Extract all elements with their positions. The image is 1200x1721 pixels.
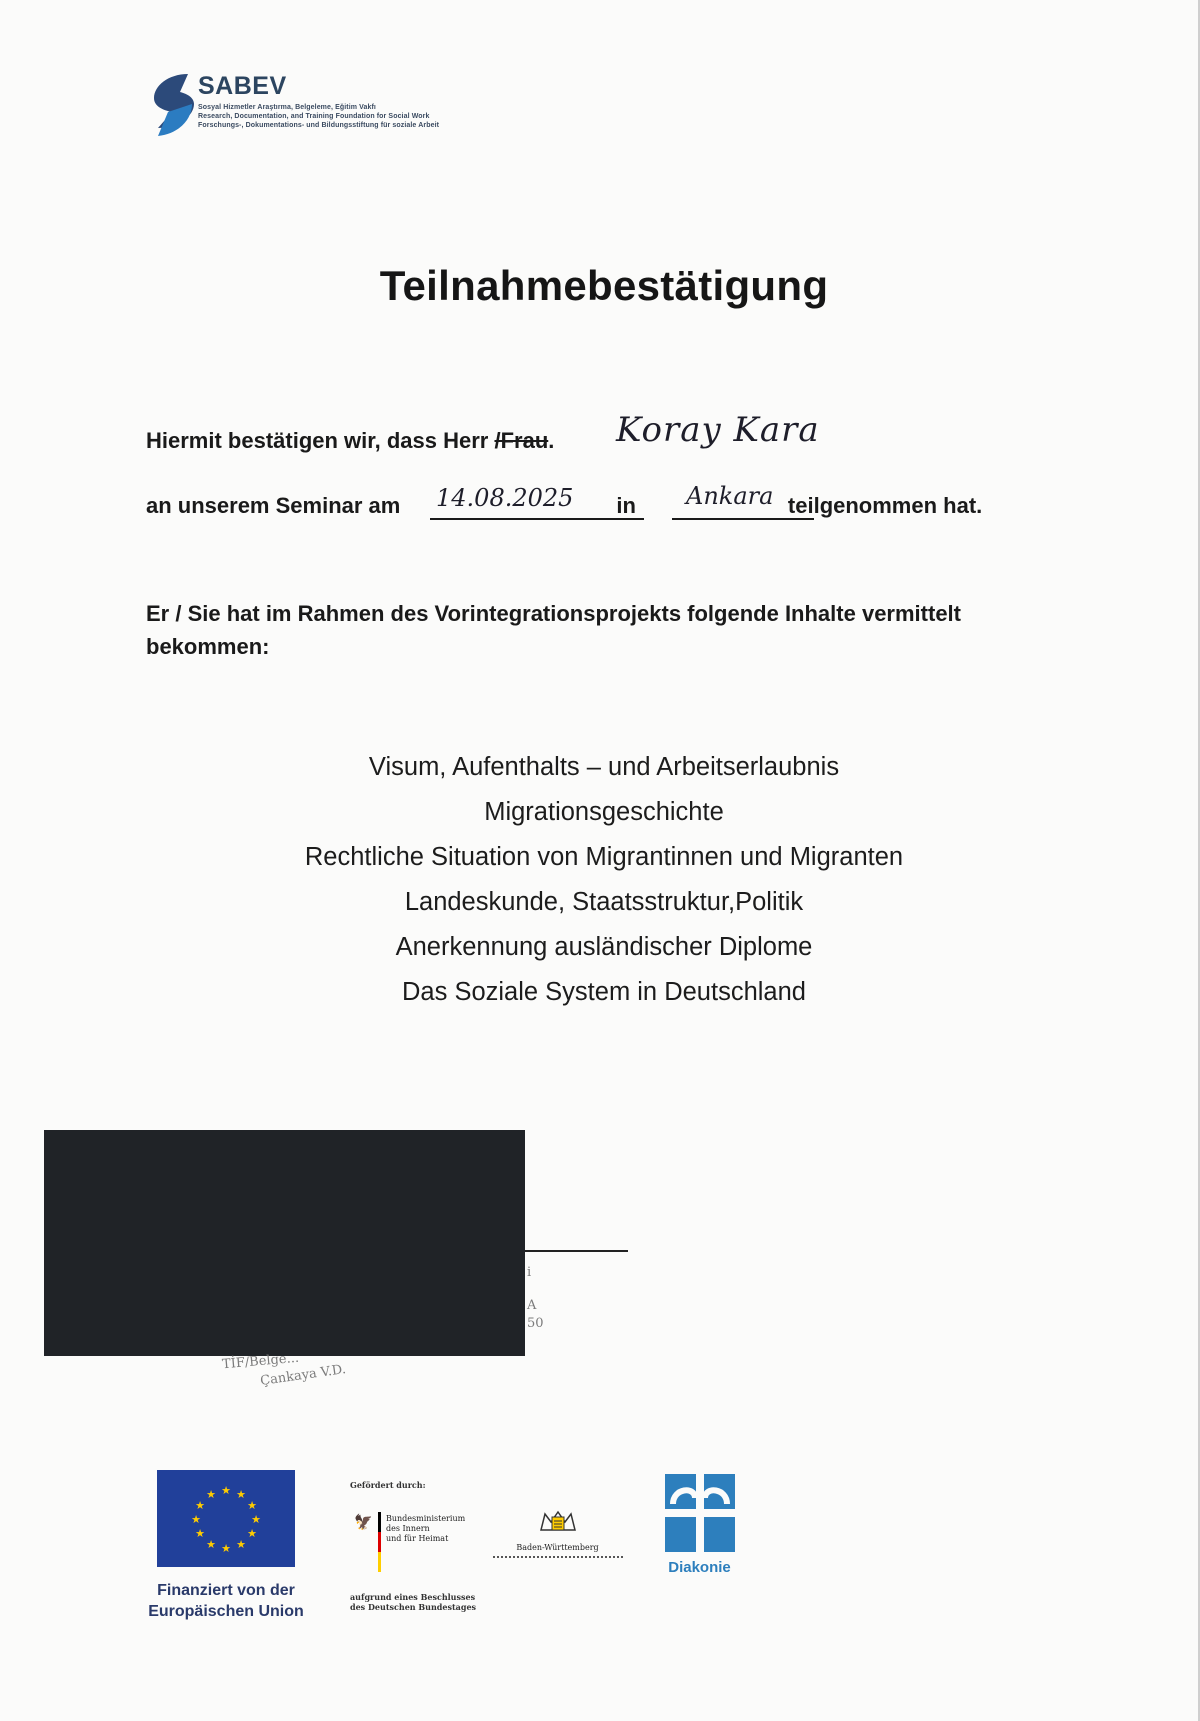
svg-text:★: ★ xyxy=(206,1538,216,1551)
document-title: Teilnahmebestätigung xyxy=(379,262,829,309)
signature-line xyxy=(525,1250,628,1252)
svg-text:★: ★ xyxy=(236,1538,246,1551)
eu-funding-caption: Finanziert von der Europäischen Union xyxy=(148,1582,304,1620)
stamp-fragment: TİF/Belge... xyxy=(221,1350,300,1373)
seminar-city-handwritten: Ankara xyxy=(686,482,774,510)
bw-ministry-line xyxy=(493,1556,623,1558)
svg-text:★: ★ xyxy=(247,1527,257,1540)
svg-text:★: ★ xyxy=(191,1513,201,1526)
diakonie-logo xyxy=(662,1474,737,1576)
svg-text:★: ★ xyxy=(236,1488,246,1501)
stamp-fragment: i xyxy=(527,1265,532,1280)
svg-text:★: ★ xyxy=(195,1527,205,1540)
bmi-logo xyxy=(350,1480,480,1612)
stamp-fragment: Çankaya V.D. xyxy=(259,1362,347,1389)
diakonie-name: Diakonie xyxy=(668,1559,731,1576)
topic-item: Rechtliche Situation von Migrantinnen und Migranten xyxy=(304,843,904,871)
confirmation-line: Hiermit bestätigen wir, dass Herr /Frau. xyxy=(146,428,555,453)
svg-text:★: ★ xyxy=(247,1499,257,1512)
bundestag-note: aufgrund eines Beschlusses des Deutschen Bundestages xyxy=(350,1592,477,1612)
date-blank-line xyxy=(430,518,644,520)
seminar-suffix: teilgenommen hat. xyxy=(787,493,983,518)
topic-item: Landeskunde, Staatsstruktur,Politik xyxy=(404,888,804,916)
svg-text:★: ★ xyxy=(206,1488,216,1501)
seminar-in-label: in xyxy=(616,493,636,518)
sabev-logo-icon xyxy=(148,72,204,138)
topic-item: Visum, Aufenthalts – und Arbeitserlaubnis xyxy=(368,753,840,781)
eu-flag-icon xyxy=(157,1470,295,1567)
bw-name: Baden-Württemberg xyxy=(516,1543,599,1552)
topic-item: Migrationsgeschichte xyxy=(484,798,724,826)
org-line-en: Research, Documentation, and Training Foundation for Social Work xyxy=(198,113,430,120)
seminar-prefix: an unserem Seminar am xyxy=(146,493,401,518)
svg-text:★: ★ xyxy=(221,1484,231,1497)
participant-name-handwritten: Koray Kara xyxy=(616,410,820,450)
seminar-date-handwritten: 14.08.2025 xyxy=(436,484,574,512)
diakonie-cross-icon xyxy=(665,1474,735,1552)
org-name: SABEV xyxy=(198,72,287,100)
federal-eagle-icon: 🦅 xyxy=(354,1514,373,1531)
bw-crest-icon xyxy=(535,1508,581,1534)
bmi-name: Bundesministerium des Innern und für Heimat xyxy=(386,1514,466,1543)
topic-item: Das Soziale System in Deutschland xyxy=(402,978,806,1006)
funded-by-label: Gefördert durch: xyxy=(350,1480,426,1490)
svg-text:★: ★ xyxy=(251,1513,261,1526)
svg-text:★: ★ xyxy=(221,1542,231,1555)
redacted-signature-block xyxy=(44,1130,525,1356)
city-blank-line xyxy=(672,518,814,520)
german-flag-icon xyxy=(378,1512,381,1572)
topic-list xyxy=(0,745,1200,1015)
topic-item: Anerkennung ausländischer Diplome xyxy=(395,933,813,961)
stamp-fragment: A xyxy=(527,1298,537,1313)
org-line-tr: Sosyal Hizmetler Araştırma, Belgeleme, Eğitim Vakfı xyxy=(198,104,376,111)
org-line-de: Forschungs-, Dokumentations- und Bildungsstiftung für soziale Arbeit xyxy=(198,122,440,129)
struck-frau: /Frau xyxy=(494,428,549,453)
confirmation-text: Hiermit bestätigen wir, dass Herr xyxy=(146,428,495,453)
baden-wuerttemberg-logo xyxy=(490,1508,625,1558)
stamp-fragment: 50 xyxy=(527,1316,544,1331)
content-intro: Er / Sie hat im Rahmen des Vorintegrationsprojekts folgende Inhalte vermittelt bekommen: xyxy=(146,601,961,659)
svg-text:★: ★ xyxy=(195,1499,205,1512)
